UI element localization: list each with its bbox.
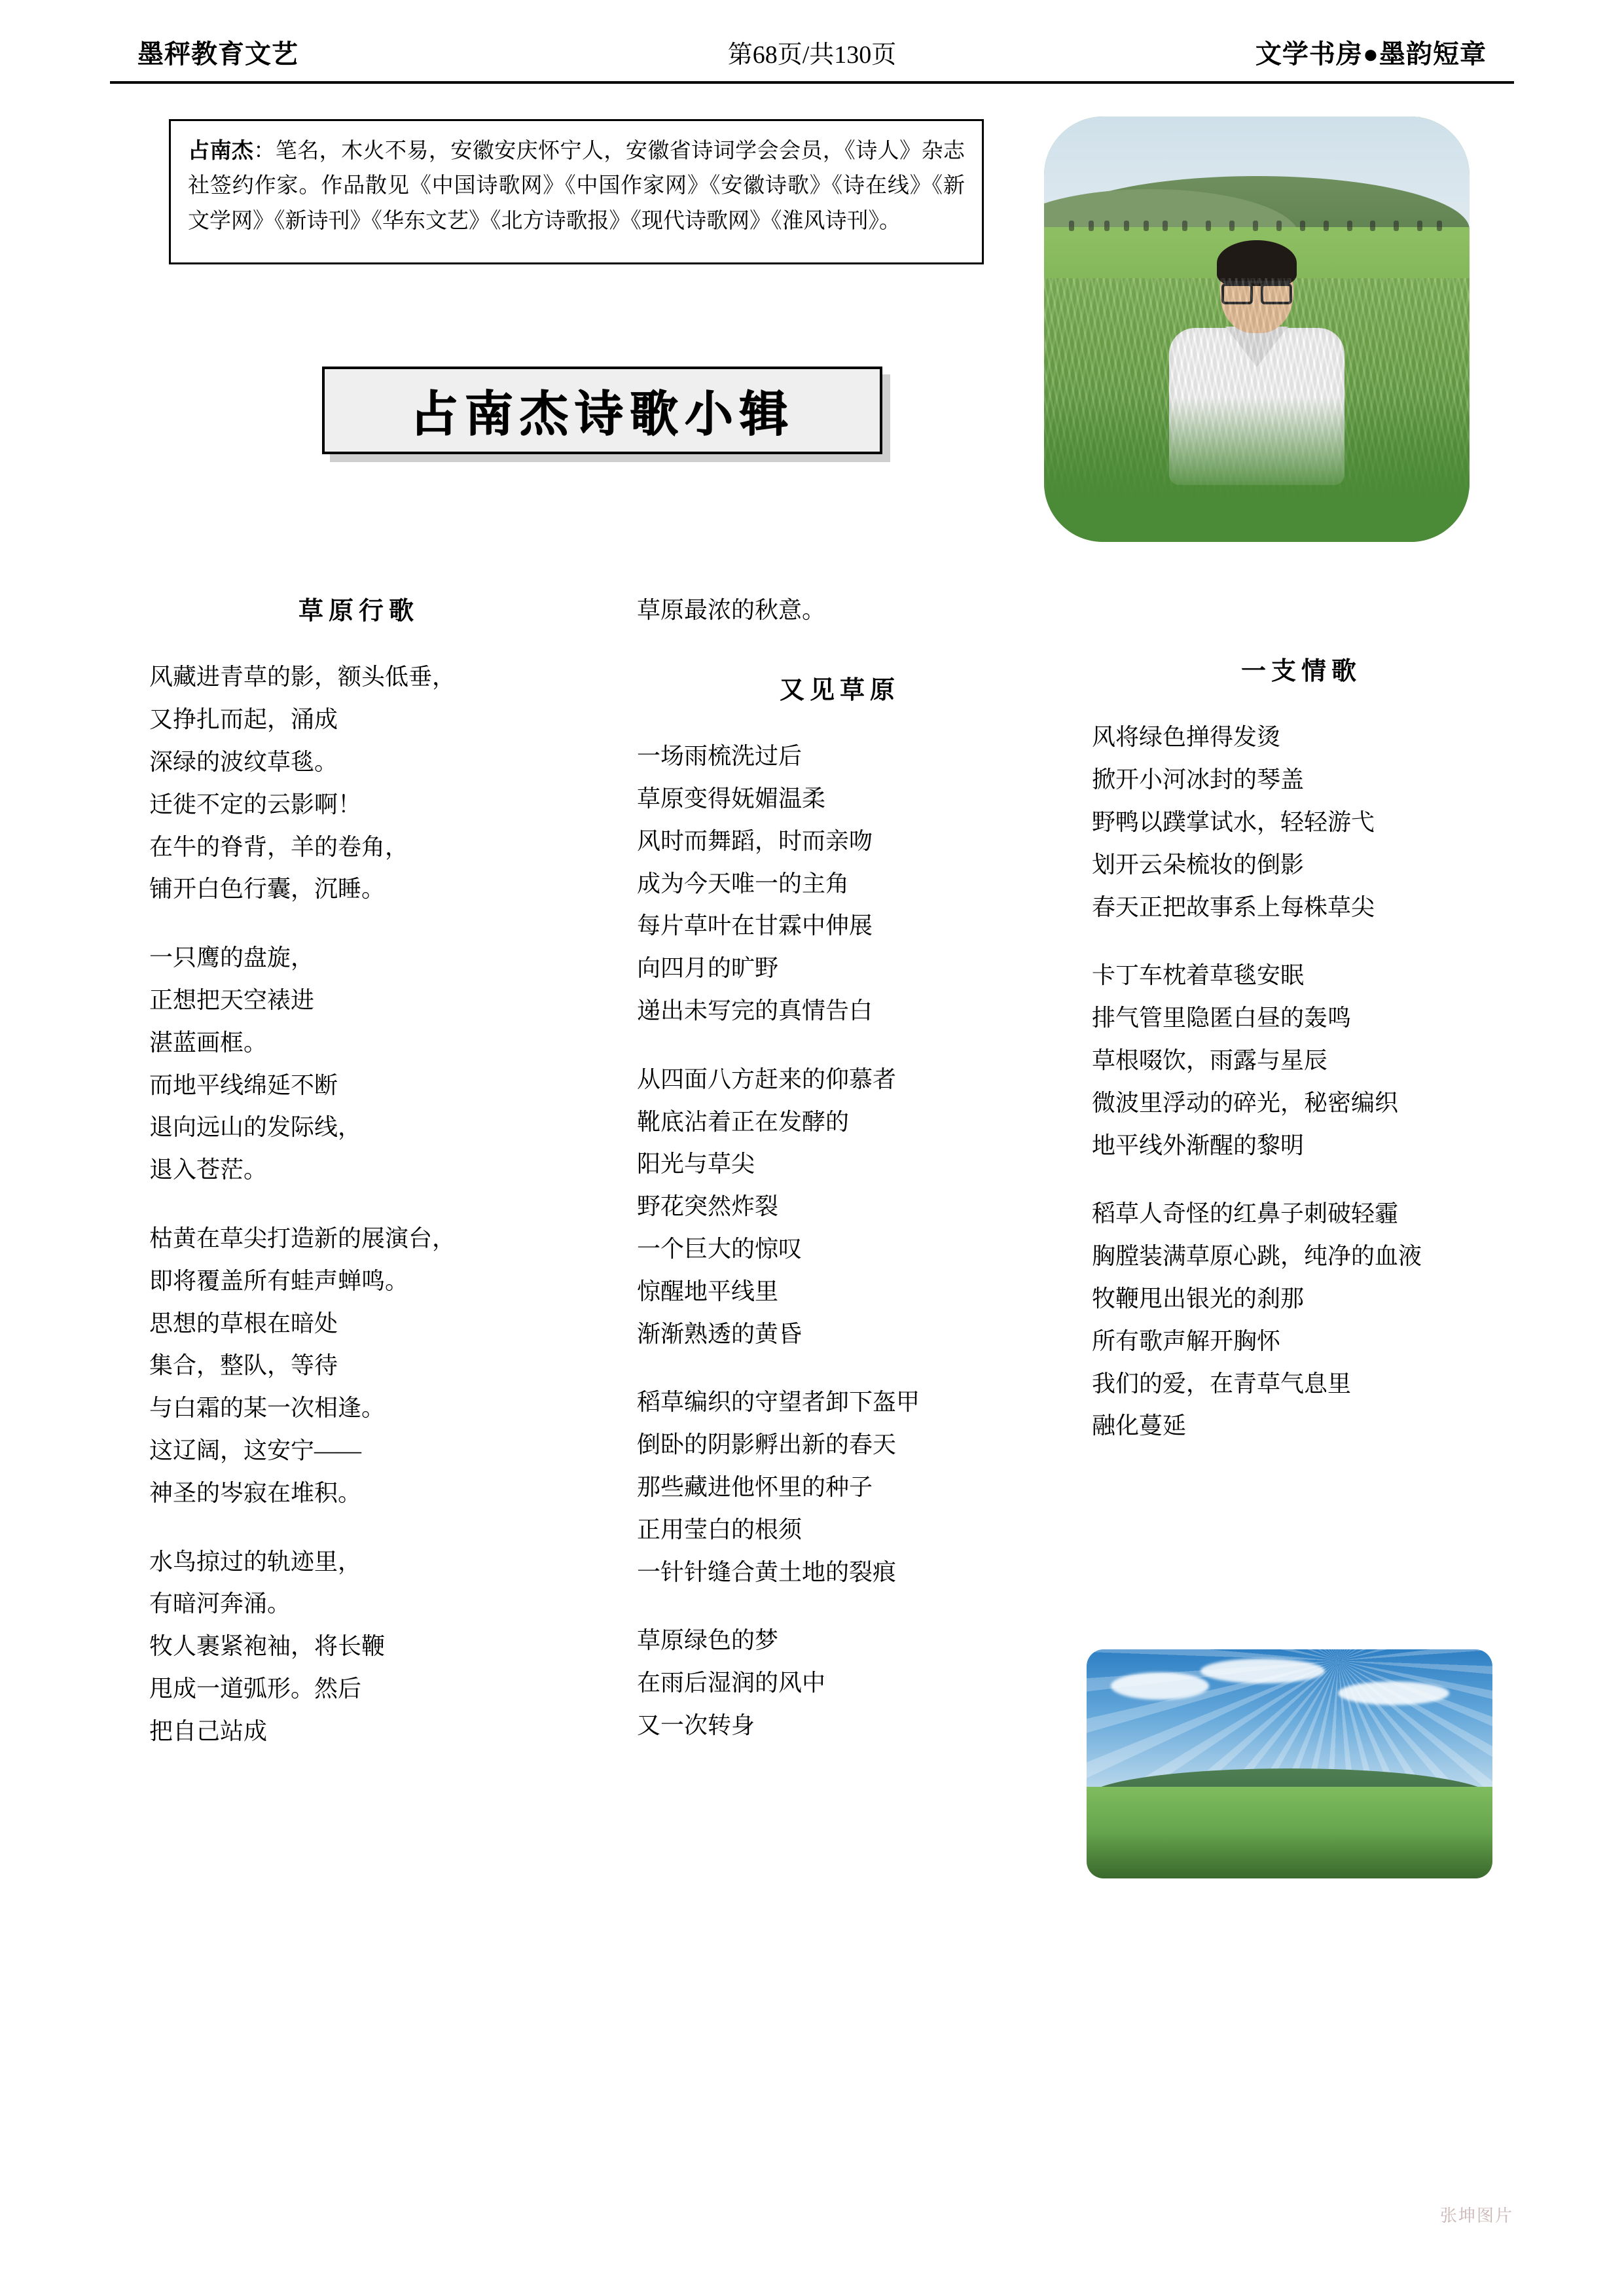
poem-line: 掀开小河冰封的琴盖 <box>1092 766 1305 793</box>
poem-1-stanza-2 <box>149 937 555 1191</box>
poem-line: 渐渐熟透的黄昏 <box>637 1320 803 1347</box>
poem-line: 草原绿色的梦 <box>637 1627 779 1654</box>
poem-1-stanza-3 <box>149 1217 555 1515</box>
landscape-cloud <box>1338 1681 1449 1705</box>
portrait-foreground-grass <box>1044 397 1470 542</box>
author-name: 占南杰 <box>188 138 254 162</box>
poem-title-1: 草原行歌 <box>298 598 419 625</box>
grassland-landscape-image <box>1087 1649 1492 1878</box>
poem-1-stanza-4 <box>149 1541 555 1753</box>
poem-title-2: 又见草原 <box>779 676 900 704</box>
section-title-plate <box>322 367 882 454</box>
poem-line: 稻草编织的守望者卸下盔甲 <box>637 1389 920 1416</box>
poem-line: 有暗河奔涌。 <box>149 1590 291 1617</box>
landscape-cloud <box>1200 1659 1325 1683</box>
poem-line: 排气管里隐匿白昼的轰鸣 <box>1092 1005 1352 1031</box>
poem-line: 风时而舞蹈，时而亲吻 <box>637 827 873 854</box>
page-number: 第68页/共130页 <box>727 41 897 69</box>
poem-line: 野花突然炸裂 <box>637 1193 779 1220</box>
header-left-title: 墨秤教育文艺 <box>137 39 298 69</box>
poem-line: 一针针缝合黄土地的裂痕 <box>637 1558 897 1585</box>
poem-line: 倒卧的阴影孵出新的春天 <box>637 1431 897 1458</box>
poem-line: 正想把天空裱进 <box>149 986 315 1013</box>
poem-line: 惊醒地平线里 <box>637 1278 779 1304</box>
poem-3-stanza-2 <box>1092 954 1511 1166</box>
poem-line: 即将覆盖所有蛙声蝉鸣。 <box>149 1267 409 1294</box>
poem-line: 草根啜饮，雨露与星辰 <box>1092 1047 1328 1073</box>
poem-2-stanza-3 <box>637 1381 1043 1593</box>
poem-line: 微波里浮动的碎光，秘密编织 <box>1092 1089 1399 1116</box>
poem-line: 湛蓝画框。 <box>149 1029 268 1056</box>
poem-line: 把自己站成 <box>149 1717 268 1744</box>
header-divider <box>110 81 1514 84</box>
poem-line: 铺开白色行囊，沉睡。 <box>149 876 386 903</box>
poem-line: 在雨后湿润的风中 <box>637 1670 826 1696</box>
author-portrait-image <box>1044 117 1470 542</box>
page-header <box>137 31 1487 72</box>
poem-3-stanza-3 <box>1092 1193 1511 1447</box>
poem-line: 迁徙不定的云影啊！ <box>149 791 362 817</box>
poem-column-3 <box>1092 589 1511 1473</box>
poem-line: 退入苍茫。 <box>149 1157 268 1183</box>
poem-line: 牧人裹紧袍袖，将长鞭 <box>149 1633 386 1660</box>
poem-1-stanza-1 <box>149 656 555 910</box>
poem-line: 退向远山的发际线， <box>149 1114 362 1141</box>
author-bio-text: ：笔名，木火不易，安徽安庆怀宁人，安徽省诗词学会会员，《诗人》杂志社签约作家。作品散见《中国诗歌网》《中国作家网》《安徽诗歌》《诗在线》《新文学网》《新诗刊》《华东文艺》《北方诗歌报》《现代诗歌网》《淮风诗刊》。 <box>188 139 965 233</box>
poem-line: 甩成一道弧形。然后 <box>149 1675 362 1702</box>
poem-line: 正用莹白的根须 <box>637 1516 803 1543</box>
poem-line: 又一次转身 <box>637 1712 755 1738</box>
poem-line: 融化蔓延 <box>1092 1412 1187 1439</box>
poem-line: 又挣扎而起，涌成 <box>149 706 338 733</box>
poem-line: 集合，整队，等待 <box>149 1352 338 1379</box>
poem-line: 与白霜的某一次相逢。 <box>149 1395 386 1422</box>
poem-line: 我们的爱，在青草气息里 <box>1092 1370 1352 1397</box>
poem-line: 牧鞭甩出银光的刹那 <box>1092 1285 1305 1312</box>
poem-line: 水鸟掠过的轨迹里， <box>149 1548 362 1575</box>
poem-line: 深绿的波纹草毯。 <box>149 748 338 775</box>
poem-line: 在牛的脊背，羊的卷角， <box>149 833 409 860</box>
poem-line: 草原变得妩媚温柔 <box>637 785 826 812</box>
poem-line: 野鸭以蹼掌试水，轻轻游弋 <box>1092 808 1375 835</box>
poem-title-3: 一支情歌 <box>1240 658 1362 685</box>
poem-line: 一个巨大的惊叹 <box>637 1235 803 1262</box>
poem-line: 春天正把故事系上每株草尖 <box>1092 893 1375 920</box>
author-bio-box <box>169 119 984 264</box>
poem-line: 成为今天唯一的主角 <box>637 870 850 897</box>
poem-line: 而地平线绵延不断 <box>149 1071 338 1098</box>
poem-1-continuation-line: 草原最浓的秋意。 <box>637 597 826 623</box>
poem-line: 那些藏进他怀里的种子 <box>637 1473 873 1500</box>
poem-2-stanza-4 <box>637 1619 1043 1746</box>
poem-column-1 <box>149 589 555 1779</box>
poem-line: 递出未写完的真情告白 <box>637 997 873 1024</box>
poem-line: 枯黄在草尖打造新的展演台， <box>149 1225 456 1251</box>
landscape-foreground-shadow <box>1087 1833 1492 1878</box>
poem-line: 风将绿色掸得发烫 <box>1092 724 1281 751</box>
poem-line: 每片草叶在甘霖中伸展 <box>637 912 873 939</box>
poem-2-stanza-2 <box>637 1058 1043 1355</box>
poem-line: 一只鹰的盘旋， <box>149 944 315 971</box>
portrait-distant-crowd <box>1061 221 1453 242</box>
poem-column-2 <box>637 589 1043 1773</box>
poem-3-stanza-1 <box>1092 716 1511 928</box>
watermark: 张坤图片 <box>1439 2205 1513 2225</box>
poem-line: 思想的草根在暗处 <box>149 1310 338 1336</box>
poem-line: 靴底沾着正在发酵的 <box>637 1108 850 1135</box>
poem-line: 阳光与草尖 <box>637 1151 755 1177</box>
landscape-cloud <box>1111 1672 1209 1700</box>
poem-2-stanza-1 <box>637 735 1043 1032</box>
poem-line: 向四月的旷野 <box>637 955 779 982</box>
poem-line: 稻草人奇怪的红鼻子刺破轻霾 <box>1092 1200 1399 1227</box>
poem-line: 卡丁车枕着草毯安眠 <box>1092 962 1305 989</box>
poem-line: 地平线外渐醒的黎明 <box>1092 1132 1305 1158</box>
poem-line: 风藏进青草的影，额头低垂， <box>149 664 456 691</box>
header-right-section: 文学书房●墨韵短章 <box>1255 39 1487 69</box>
poem-line: 一场雨梳洗过后 <box>637 743 803 770</box>
poem-line: 神圣的岑寂在堆积。 <box>149 1479 362 1506</box>
poem-line: 这辽阔，这安宁—— <box>149 1437 362 1463</box>
poem-line: 从四面八方赶来的仰慕者 <box>637 1066 897 1092</box>
poem-line: 划开云朵梳妆的倒影 <box>1092 851 1305 878</box>
poem-line: 胸膛装满草原心跳，纯净的血液 <box>1092 1243 1422 1270</box>
section-title-text: 占南杰诗歌小辑 <box>410 387 795 441</box>
poem-line: 所有歌声解开胸怀 <box>1092 1327 1281 1354</box>
